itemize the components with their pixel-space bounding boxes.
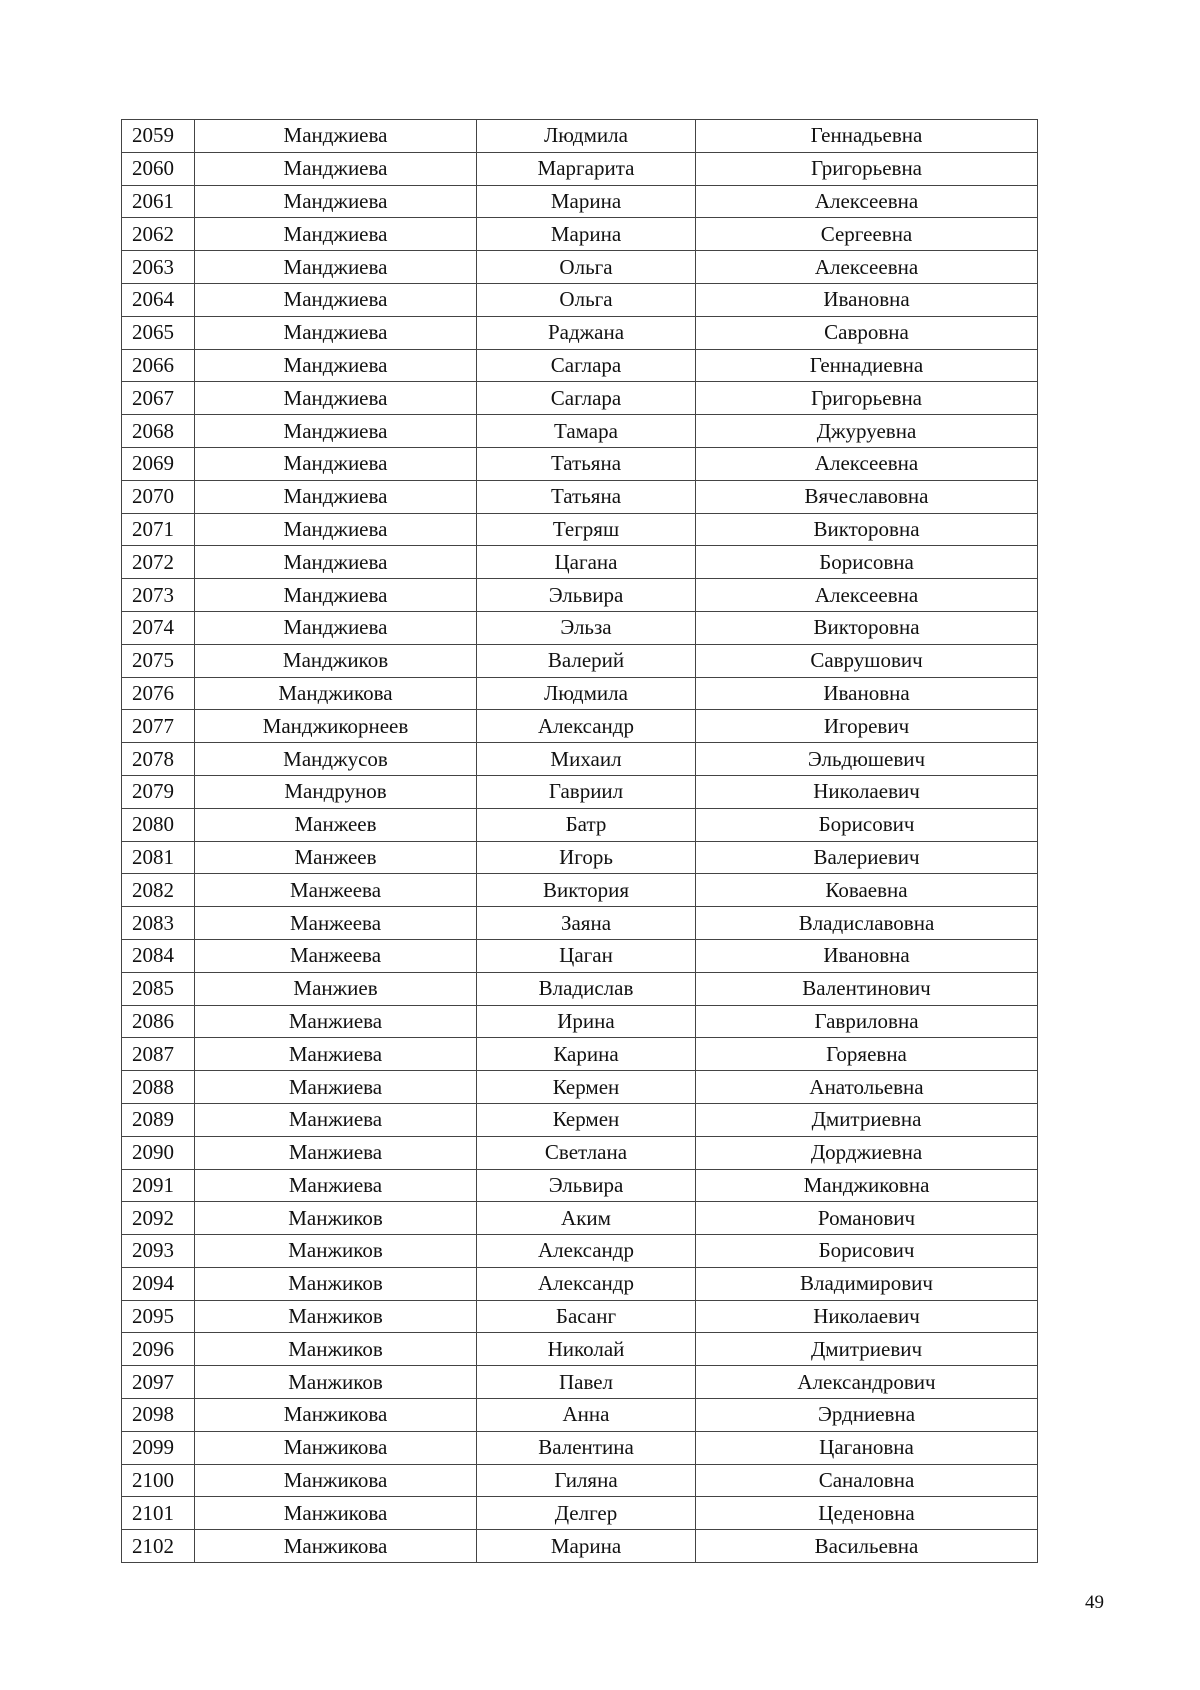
- patronymic-cell: Геннадьевна: [696, 120, 1038, 153]
- row-number-cell: 2075: [122, 644, 195, 677]
- first-name-cell: Кермен: [477, 1071, 696, 1104]
- surname-cell: Манжиева: [195, 1071, 477, 1104]
- patronymic-cell: Дмитриевич: [696, 1333, 1038, 1366]
- row-number-cell: 2096: [122, 1333, 195, 1366]
- first-name-cell: Валерий: [477, 644, 696, 677]
- row-number-cell: 2083: [122, 907, 195, 940]
- patronymic-cell: Джуруевна: [696, 415, 1038, 448]
- table-row: [122, 251, 1038, 284]
- row-number-cell: 2061: [122, 185, 195, 218]
- first-name-cell: Марина: [477, 1530, 696, 1563]
- row-number-cell: 2088: [122, 1071, 195, 1104]
- surname-cell: Манджиева: [195, 185, 477, 218]
- patronymic-cell: Николаевич: [696, 775, 1038, 808]
- row-number-cell: 2070: [122, 480, 195, 513]
- patronymic-cell: Валентинович: [696, 972, 1038, 1005]
- row-number-cell: 2079: [122, 775, 195, 808]
- patronymic-cell: Горяевна: [696, 1038, 1038, 1071]
- surname-cell: Манджиков: [195, 644, 477, 677]
- row-number-cell: 2095: [122, 1300, 195, 1333]
- first-name-cell: Саглара: [477, 349, 696, 382]
- first-name-cell: Раджана: [477, 316, 696, 349]
- surname-cell: Манжеева: [195, 939, 477, 972]
- names-table: [121, 119, 1038, 1563]
- row-number-cell: 2064: [122, 283, 195, 316]
- table-row: [122, 644, 1038, 677]
- patronymic-cell: Алексеевна: [696, 447, 1038, 480]
- first-name-cell: Саглара: [477, 382, 696, 415]
- patronymic-cell: Викторовна: [696, 513, 1038, 546]
- first-name-cell: Карина: [477, 1038, 696, 1071]
- patronymic-cell: Борисовна: [696, 546, 1038, 579]
- first-name-cell: Владислав: [477, 972, 696, 1005]
- row-number-cell: 2093: [122, 1235, 195, 1268]
- table-row: [122, 480, 1038, 513]
- surname-cell: Манжикова: [195, 1497, 477, 1530]
- table-row: [122, 1333, 1038, 1366]
- first-name-cell: Ирина: [477, 1005, 696, 1038]
- surname-cell: Манджиева: [195, 251, 477, 284]
- row-number-cell: 2084: [122, 939, 195, 972]
- patronymic-cell: Манджиковна: [696, 1169, 1038, 1202]
- row-number-cell: 2089: [122, 1103, 195, 1136]
- table-row: [122, 349, 1038, 382]
- first-name-cell: Павел: [477, 1366, 696, 1399]
- patronymic-cell: Ивановна: [696, 939, 1038, 972]
- surname-cell: Манджиева: [195, 218, 477, 251]
- table-row: [122, 316, 1038, 349]
- surname-cell: Мандрунов: [195, 775, 477, 808]
- surname-cell: Манджиева: [195, 546, 477, 579]
- row-number-cell: 2060: [122, 152, 195, 185]
- row-number-cell: 2098: [122, 1399, 195, 1432]
- surname-cell: Манжикова: [195, 1431, 477, 1464]
- surname-cell: Манжиева: [195, 1103, 477, 1136]
- first-name-cell: Валентина: [477, 1431, 696, 1464]
- patronymic-cell: Валериевич: [696, 841, 1038, 874]
- table-row: [122, 611, 1038, 644]
- first-name-cell: Тамара: [477, 415, 696, 448]
- first-name-cell: Людмила: [477, 677, 696, 710]
- patronymic-cell: Борисович: [696, 1235, 1038, 1268]
- table-row: [122, 1071, 1038, 1104]
- surname-cell: Манджиева: [195, 480, 477, 513]
- first-name-cell: Эльза: [477, 611, 696, 644]
- table-row: [122, 939, 1038, 972]
- table-row: [122, 185, 1038, 218]
- table-row: [122, 1136, 1038, 1169]
- surname-cell: Манджиева: [195, 447, 477, 480]
- surname-cell: Манжеев: [195, 841, 477, 874]
- row-number-cell: 2067: [122, 382, 195, 415]
- table-row: [122, 1267, 1038, 1300]
- names-table-body: [122, 120, 1038, 1563]
- row-number-cell: 2082: [122, 874, 195, 907]
- patronymic-cell: Дмитриевна: [696, 1103, 1038, 1136]
- patronymic-cell: Цагановна: [696, 1431, 1038, 1464]
- row-number-cell: 2085: [122, 972, 195, 1005]
- table-row: [122, 1431, 1038, 1464]
- patronymic-cell: Борисович: [696, 808, 1038, 841]
- table-row: [122, 1103, 1038, 1136]
- table-row: [122, 218, 1038, 251]
- patronymic-cell: Цеденовна: [696, 1497, 1038, 1530]
- first-name-cell: Светлана: [477, 1136, 696, 1169]
- surname-cell: Манжиева: [195, 1169, 477, 1202]
- table-row: [122, 1005, 1038, 1038]
- table-row: [122, 972, 1038, 1005]
- table-row: [122, 415, 1038, 448]
- first-name-cell: Тегряш: [477, 513, 696, 546]
- surname-cell: Манжиев: [195, 972, 477, 1005]
- patronymic-cell: Алексеевна: [696, 185, 1038, 218]
- first-name-cell: Михаил: [477, 743, 696, 776]
- first-name-cell: Николай: [477, 1333, 696, 1366]
- patronymic-cell: Савровна: [696, 316, 1038, 349]
- row-number-cell: 2063: [122, 251, 195, 284]
- patronymic-cell: Геннадиевна: [696, 349, 1038, 382]
- table-row: [122, 382, 1038, 415]
- surname-cell: Манджиева: [195, 120, 477, 153]
- row-number-cell: 2062: [122, 218, 195, 251]
- patronymic-cell: Игоревич: [696, 710, 1038, 743]
- first-name-cell: Ольга: [477, 251, 696, 284]
- table-row: [122, 152, 1038, 185]
- patronymic-cell: Ивановна: [696, 283, 1038, 316]
- first-name-cell: Батр: [477, 808, 696, 841]
- first-name-cell: Маргарита: [477, 152, 696, 185]
- table-row: [122, 808, 1038, 841]
- patronymic-cell: Ивановна: [696, 677, 1038, 710]
- first-name-cell: Заяна: [477, 907, 696, 940]
- table-row: [122, 546, 1038, 579]
- patronymic-cell: Эльдюшевич: [696, 743, 1038, 776]
- table-row: [122, 1235, 1038, 1268]
- table-row: [122, 710, 1038, 743]
- first-name-cell: Ольга: [477, 283, 696, 316]
- surname-cell: Манджиева: [195, 415, 477, 448]
- table-row: [122, 1202, 1038, 1235]
- first-name-cell: Игорь: [477, 841, 696, 874]
- table-row: [122, 1464, 1038, 1497]
- patronymic-cell: Романович: [696, 1202, 1038, 1235]
- patronymic-cell: Эрдниевна: [696, 1399, 1038, 1432]
- table-row: [122, 841, 1038, 874]
- row-number-cell: 2091: [122, 1169, 195, 1202]
- surname-cell: Манжиева: [195, 1136, 477, 1169]
- row-number-cell: 2100: [122, 1464, 195, 1497]
- surname-cell: Манжиков: [195, 1267, 477, 1300]
- patronymic-cell: Владимирович: [696, 1267, 1038, 1300]
- row-number-cell: 2092: [122, 1202, 195, 1235]
- surname-cell: Манжиков: [195, 1202, 477, 1235]
- patronymic-cell: Григорьевна: [696, 152, 1038, 185]
- surname-cell: Манжикова: [195, 1530, 477, 1563]
- first-name-cell: Александр: [477, 710, 696, 743]
- patronymic-cell: Дорджиевна: [696, 1136, 1038, 1169]
- table-row: [122, 1497, 1038, 1530]
- surname-cell: Манджусов: [195, 743, 477, 776]
- first-name-cell: Делгер: [477, 1497, 696, 1530]
- row-number-cell: 2071: [122, 513, 195, 546]
- patronymic-cell: Анатольевна: [696, 1071, 1038, 1104]
- row-number-cell: 2077: [122, 710, 195, 743]
- row-number-cell: 2099: [122, 1431, 195, 1464]
- row-number-cell: 2073: [122, 579, 195, 612]
- surname-cell: Манжикова: [195, 1399, 477, 1432]
- row-number-cell: 2081: [122, 841, 195, 874]
- surname-cell: Манжеев: [195, 808, 477, 841]
- patronymic-cell: Николаевич: [696, 1300, 1038, 1333]
- table-row: [122, 1530, 1038, 1563]
- table-row: [122, 1399, 1038, 1432]
- patronymic-cell: Викторовна: [696, 611, 1038, 644]
- patronymic-cell: Коваевна: [696, 874, 1038, 907]
- first-name-cell: Гиляна: [477, 1464, 696, 1497]
- table-row: [122, 775, 1038, 808]
- surname-cell: Манджиева: [195, 349, 477, 382]
- surname-cell: Манжиков: [195, 1366, 477, 1399]
- surname-cell: Манжеева: [195, 874, 477, 907]
- table-row: [122, 513, 1038, 546]
- row-number-cell: 2076: [122, 677, 195, 710]
- first-name-cell: Кермен: [477, 1103, 696, 1136]
- patronymic-cell: Васильевна: [696, 1530, 1038, 1563]
- row-number-cell: 2101: [122, 1497, 195, 1530]
- surname-cell: Манжиков: [195, 1235, 477, 1268]
- first-name-cell: Марина: [477, 218, 696, 251]
- surname-cell: Манджиева: [195, 152, 477, 185]
- table-row: [122, 579, 1038, 612]
- first-name-cell: Людмила: [477, 120, 696, 153]
- surname-cell: Манджиева: [195, 579, 477, 612]
- surname-cell: Манжиева: [195, 1038, 477, 1071]
- surname-cell: Манжиков: [195, 1300, 477, 1333]
- first-name-cell: Аким: [477, 1202, 696, 1235]
- table-row: [122, 874, 1038, 907]
- row-number-cell: 2066: [122, 349, 195, 382]
- first-name-cell: Басанг: [477, 1300, 696, 1333]
- row-number-cell: 2068: [122, 415, 195, 448]
- table-row: [122, 1300, 1038, 1333]
- patronymic-cell: Алексеевна: [696, 251, 1038, 284]
- surname-cell: Манжикова: [195, 1464, 477, 1497]
- row-number-cell: 2094: [122, 1267, 195, 1300]
- row-number-cell: 2102: [122, 1530, 195, 1563]
- surname-cell: Манджиева: [195, 513, 477, 546]
- patronymic-cell: Вячеславовна: [696, 480, 1038, 513]
- patronymic-cell: Григорьевна: [696, 382, 1038, 415]
- patronymic-cell: Саврушович: [696, 644, 1038, 677]
- patronymic-cell: Сергеевна: [696, 218, 1038, 251]
- first-name-cell: Цаган: [477, 939, 696, 972]
- row-number-cell: 2065: [122, 316, 195, 349]
- table-row: [122, 743, 1038, 776]
- table-row: [122, 1169, 1038, 1202]
- row-number-cell: 2072: [122, 546, 195, 579]
- first-name-cell: Татьяна: [477, 480, 696, 513]
- row-number-cell: 2078: [122, 743, 195, 776]
- first-name-cell: Александр: [477, 1235, 696, 1268]
- first-name-cell: Марина: [477, 185, 696, 218]
- table-row: [122, 677, 1038, 710]
- surname-cell: Манжиева: [195, 1005, 477, 1038]
- patronymic-cell: Гавриловна: [696, 1005, 1038, 1038]
- surname-cell: Манджиева: [195, 283, 477, 316]
- surname-cell: Манджикорнеев: [195, 710, 477, 743]
- row-number-cell: 2087: [122, 1038, 195, 1071]
- surname-cell: Манжиков: [195, 1333, 477, 1366]
- row-number-cell: 2074: [122, 611, 195, 644]
- first-name-cell: Эльвира: [477, 1169, 696, 1202]
- row-number-cell: 2059: [122, 120, 195, 153]
- row-number-cell: 2097: [122, 1366, 195, 1399]
- patronymic-cell: Александрович: [696, 1366, 1038, 1399]
- table-row: [122, 1366, 1038, 1399]
- row-number-cell: 2086: [122, 1005, 195, 1038]
- first-name-cell: Александр: [477, 1267, 696, 1300]
- first-name-cell: Анна: [477, 1399, 696, 1432]
- patronymic-cell: Саналовна: [696, 1464, 1038, 1497]
- patronymic-cell: Алексеевна: [696, 579, 1038, 612]
- row-number-cell: 2080: [122, 808, 195, 841]
- table-row: [122, 1038, 1038, 1071]
- first-name-cell: Эльвира: [477, 579, 696, 612]
- page-number: 49: [1085, 1592, 1104, 1613]
- first-name-cell: Татьяна: [477, 447, 696, 480]
- first-name-cell: Цагана: [477, 546, 696, 579]
- surname-cell: Манджиева: [195, 316, 477, 349]
- table-row: [122, 283, 1038, 316]
- row-number-cell: 2069: [122, 447, 195, 480]
- surname-cell: Манджиева: [195, 382, 477, 415]
- surname-cell: Манджиева: [195, 611, 477, 644]
- table-row: [122, 447, 1038, 480]
- surname-cell: Манжеева: [195, 907, 477, 940]
- first-name-cell: Виктория: [477, 874, 696, 907]
- table-row: [122, 120, 1038, 153]
- row-number-cell: 2090: [122, 1136, 195, 1169]
- first-name-cell: Гавриил: [477, 775, 696, 808]
- surname-cell: Манджикова: [195, 677, 477, 710]
- patronymic-cell: Владиславовна: [696, 907, 1038, 940]
- table-row: [122, 907, 1038, 940]
